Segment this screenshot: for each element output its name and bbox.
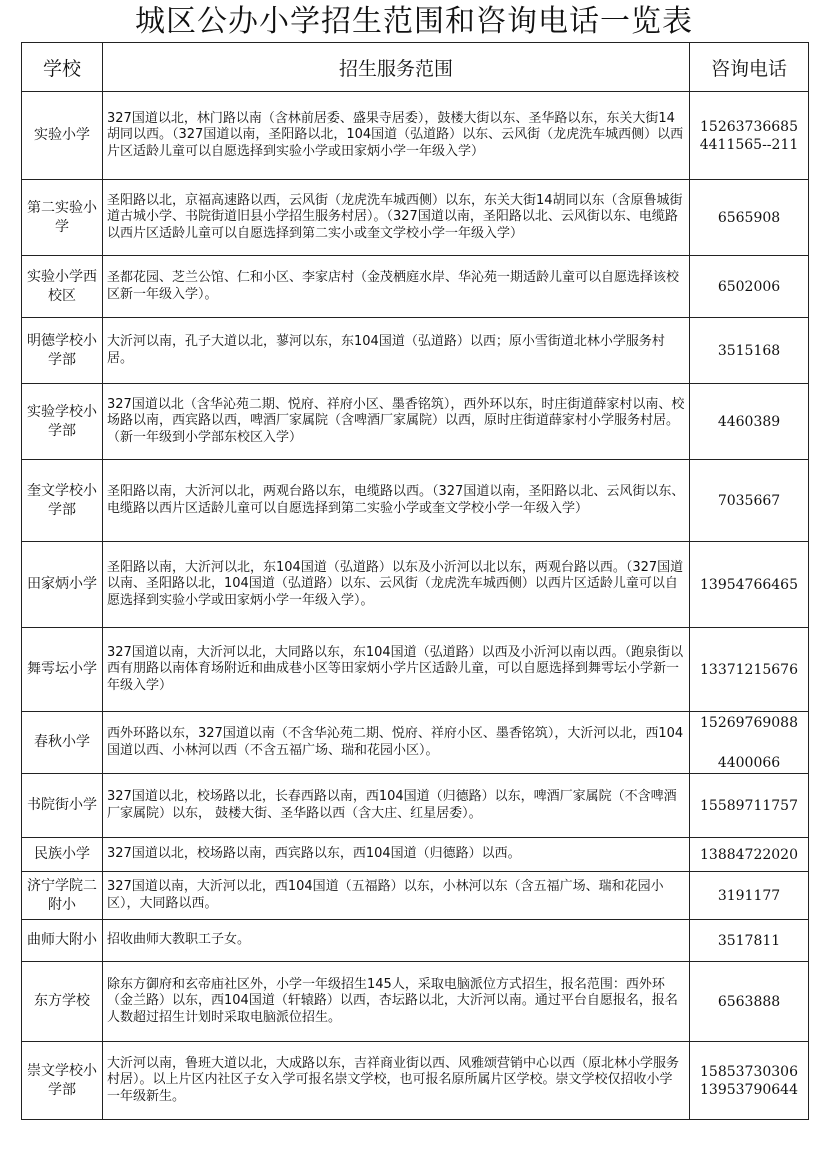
phone-number: 4411565--211 bbox=[699, 136, 799, 153]
enrollment-scope: 圣都花园、芝兰公馆、仁和小区、李家店村（金茂栖庭水岸、华沁苑一期适龄儿童可以自愿选择该校区新一年级入学）。 bbox=[103, 256, 690, 318]
school-name: 实验小学西校区 bbox=[22, 256, 103, 318]
enrollment-scope: 327国道以北（含华沁苑二期、悦府、祥府小区、墨香铭筑），西外环以东，时庄街道薛家村以南、校场路以南，西宾路以西，啤酒厂家属院（含啤酒厂家属院）以西，原时庄街道薛家村小学服务村居。（新一年级到小学部东校区入学） bbox=[103, 384, 690, 460]
enrollment-scope: 大沂河以南，孔子大道以北，蓼河以东，东104国道（弘道路）以西；原小雪街道北林小学服务村居。 bbox=[103, 318, 690, 384]
phone-number: 4400066 bbox=[717, 754, 781, 771]
phone-cell bbox=[690, 542, 809, 628]
phone-number: 15269769088 bbox=[700, 714, 798, 731]
enrollment-scope: 327国道以北，校场路以南，西宾路以东，西104国道（归德路）以西。 bbox=[103, 838, 690, 872]
school-name: 田家炳小学 bbox=[22, 542, 103, 628]
phone-number: 13371215676 bbox=[700, 661, 798, 678]
school-name: 奎文学校小学部 bbox=[22, 460, 103, 542]
table-row bbox=[22, 1042, 809, 1120]
enrollment-scope: 327国道以北，校场路以北，长春西路以南，西104国道（归德路）以东，啤酒厂家属院（不含啤酒厂家属院）以东， 鼓楼大街、圣华路以西（含大庄、红星居委）。 bbox=[103, 774, 690, 838]
school-name: 舞雩坛小学 bbox=[22, 628, 103, 712]
phone-number: 3191177 bbox=[717, 887, 781, 904]
table-row bbox=[22, 712, 809, 774]
phone-number: 15263736685 bbox=[700, 118, 798, 135]
phone-cell bbox=[690, 712, 809, 774]
school-table bbox=[21, 42, 809, 1120]
table-row bbox=[22, 542, 809, 628]
table-header-row bbox=[22, 43, 809, 92]
enrollment-scope: 圣阳路以南，大沂河以北，两观台路以东，电缆路以西。（327国道以南，圣阳路以北、云风街以东、电缆路以西片区适龄儿童可以自愿选择到第二实验小学或奎文学校小学一年级入学） bbox=[103, 460, 690, 542]
phone-number: 7035667 bbox=[717, 492, 781, 509]
phone-number: 6502006 bbox=[717, 278, 781, 295]
school-name: 第二实验小学 bbox=[22, 180, 103, 256]
phone-cell bbox=[690, 872, 809, 920]
phone-cell bbox=[690, 838, 809, 872]
enrollment-scope: 327国道以北，林门路以南（含林前居委、盛果寺居委），鼓楼大街以东、圣华路以东，东关大街14胡同以西。（327国道以南，圣阳路以北，104国道（弘道路）以东、云风街（龙虎洗车城西侧）以西片区适龄儿童可以自愿选择到实验小学或田家炳小学一年级入学） bbox=[103, 92, 690, 180]
phone-cell bbox=[690, 460, 809, 542]
phone-number: 15589711757 bbox=[700, 797, 798, 814]
school-name: 曲师大附小 bbox=[22, 920, 103, 962]
school-name: 春秋小学 bbox=[22, 712, 103, 774]
header-phone: 咨询电话 bbox=[690, 43, 809, 92]
table-row bbox=[22, 384, 809, 460]
phone-cell bbox=[690, 628, 809, 712]
table-row bbox=[22, 628, 809, 712]
enrollment-scope: 大沂河以南，鲁班大道以北，大成路以东，吉祥商业街以西、风雅颂营销中心以西（原北林小学服务村居）。以上片区内社区子女入学可报名崇文学校，也可报名原所属片区学校。崇文学校仅招收小学一年级新生。 bbox=[103, 1042, 690, 1120]
phone-cell bbox=[690, 774, 809, 838]
table-row bbox=[22, 774, 809, 838]
page-title: 城区公办小学招生范围和咨询电话一览表 bbox=[135, 4, 693, 39]
phone-cell bbox=[690, 962, 809, 1042]
table-row bbox=[22, 180, 809, 256]
table-row bbox=[22, 92, 809, 180]
header-school: 学校 bbox=[22, 43, 103, 92]
school-name: 济宁学院二附小 bbox=[22, 872, 103, 920]
table-row bbox=[22, 962, 809, 1042]
school-name: 崇文学校小学部 bbox=[22, 1042, 103, 1120]
phone-cell bbox=[690, 1042, 809, 1120]
enrollment-scope: 招收曲师大教职工子女。 bbox=[103, 920, 690, 962]
school-name: 东方学校 bbox=[22, 962, 103, 1042]
school-name: 书院街小学 bbox=[22, 774, 103, 838]
phone-number: 6563888 bbox=[717, 993, 781, 1010]
table-row bbox=[22, 920, 809, 962]
table-row bbox=[22, 318, 809, 384]
enrollment-scope: 327国道以南，大沂河以北，西104国道（五福路）以东，小林河以东（含五福广场、瑞和花园小区），大同路以西。 bbox=[103, 872, 690, 920]
enrollment-scope: 圣阳路以南，大沂河以北，东104国道（弘道路）以东及小沂河以北以东，两观台路以西。（327国道以南、圣阳路以北，104国道（弘道路）以东、云风街（龙虎洗车城西侧）以西片区适龄儿童可以自愿选择到实验小学或田家炳小学一年级入学）。 bbox=[103, 542, 690, 628]
phone-number: 13953790644 bbox=[700, 1081, 798, 1098]
header-scope: 招生服务范围 bbox=[103, 43, 690, 92]
phone-cell bbox=[690, 318, 809, 384]
phone-cell bbox=[690, 92, 809, 180]
phone-cell bbox=[690, 384, 809, 460]
phone-number: 13884722020 bbox=[700, 846, 798, 863]
school-name: 实验学校小学部 bbox=[22, 384, 103, 460]
phone-number: 3515168 bbox=[717, 342, 781, 359]
school-name: 明德学校小学部 bbox=[22, 318, 103, 384]
enrollment-scope: 除东方御府和玄帝庙社区外，小学一年级招生145人，采取电脑派位方式招生，报名范围：西外环（金兰路）以东，西104国道（轩辕路）以西，杏坛路以北，大沂河以南。通过平台自愿报名，报名人数超过招生计划时采取电脑派位招生。 bbox=[103, 962, 690, 1042]
phone-cell bbox=[690, 256, 809, 318]
phone-number: 4460389 bbox=[717, 413, 781, 430]
table-row bbox=[22, 256, 809, 318]
enrollment-scope: 西外环路以东，327国道以南（不含华沁苑二期、悦府、祥府小区、墨香铭筑），大沂河以北，西104国道以西、小林河以西（不含五福广场、瑞和花园小区）。 bbox=[103, 712, 690, 774]
phone-number: 15853730306 bbox=[700, 1063, 798, 1080]
table-row bbox=[22, 460, 809, 542]
table-row bbox=[22, 872, 809, 920]
phone-number: 6565908 bbox=[717, 209, 781, 226]
school-name: 实验小学 bbox=[22, 92, 103, 180]
enrollment-scope: 圣阳路以北，京福高速路以西，云风街（龙虎洗车城西侧）以东，东关大街14胡同以东（含原鲁城街道古城小学、书院街道旧县小学招生服务村居）。（327国道以南，圣阳路以北、云风街以东、电缆路以西片区适龄儿童可以自愿选择到第二实小或奎文学校小学一年级入学） bbox=[103, 180, 690, 256]
school-name: 民族小学 bbox=[22, 838, 103, 872]
phone-number: 13954766465 bbox=[700, 576, 798, 593]
phone-cell bbox=[690, 180, 809, 256]
phone-number: 3517811 bbox=[717, 932, 781, 949]
phone-cell bbox=[690, 920, 809, 962]
table-row bbox=[22, 838, 809, 872]
enrollment-scope: 327国道以南，大沂河以北，大同路以东，东104国道（弘道路）以西及小沂河以南以西。（跑泉街以西有朋路以南体育场附近和曲成巷小区等田家炳小学片区适龄儿童，可以自愿选择到舞雩坛小学新一年级入学） bbox=[103, 628, 690, 712]
